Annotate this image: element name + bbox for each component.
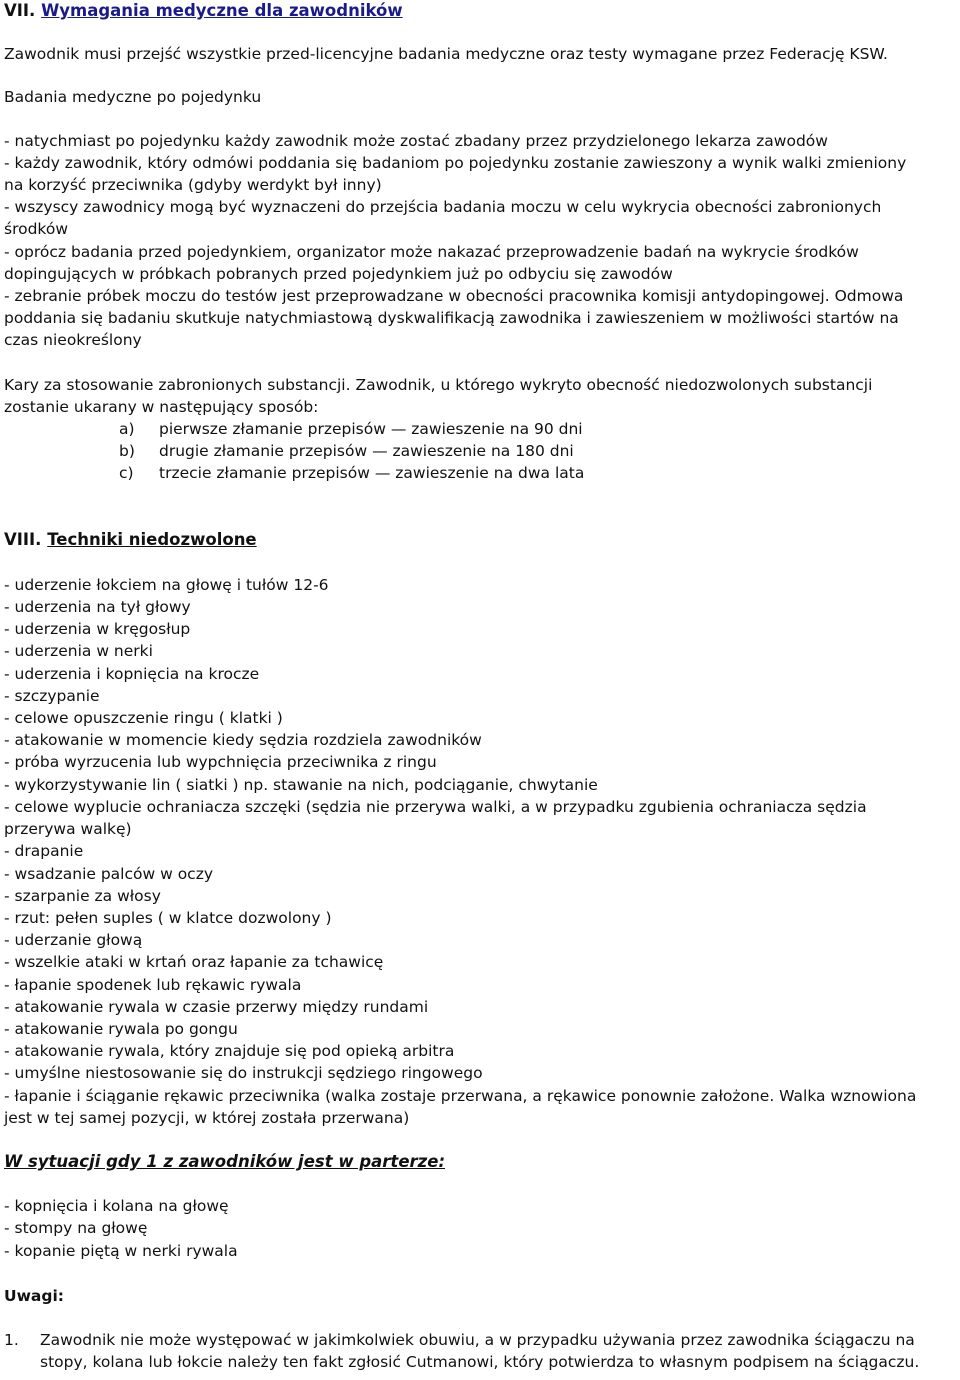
- techniki-item: - uderzenie łokciem na głowę i tułów 12-6: [4, 575, 329, 594]
- techniki-item: - uderzenia w kręgosłup: [4, 620, 191, 639]
- techniki-item: - atakowanie rywala po gongu: [4, 1019, 238, 1038]
- kary-item-label: c): [119, 464, 134, 483]
- uwagi-item-line: Zawodnik nie może występować w jakimkolwiek obuwiu, a w przypadku używania przez zawodnika ściągaczu na: [40, 1330, 915, 1349]
- badania-line: czas nieokreślony: [4, 331, 142, 350]
- techniki-item: - celowe opuszczenie ringu ( klatki ): [4, 709, 283, 728]
- kary-line: Kary za stosowanie zabronionych substancji. Zawodnik, u którego wykryto obecność niedozwolonych substancji: [4, 375, 873, 394]
- techniki-item: - próba wyrzucenia lub wypchnięcia przeciwnika z ringu: [4, 753, 437, 772]
- kary-item-text: pierwsze złamanie przepisów — zawieszenie na 90 dni: [159, 420, 583, 439]
- section-8-heading: [4, 529, 956, 551]
- techniki-item: przerywa walkę): [4, 820, 132, 839]
- techniki-item: - uderzenia i kopnięcia na krocze: [4, 664, 260, 683]
- section-7-intro: Zawodnik musi przejść wszystkie przed-licencyjne badania medyczne oraz testy wymagane przez Federację KSW.: [4, 45, 888, 64]
- techniki-item: - wszelkie ataki w krtań oraz łapanie za tchawicę: [4, 953, 384, 972]
- badania-line: - zebranie próbek moczu do testów jest przeprowadzane w obecności pracownika komisji antydopingowej. Odmowa: [4, 287, 904, 306]
- parter-item: - kopnięcia i kolana na głowę: [4, 1197, 229, 1216]
- kary-item-text: drugie złamanie przepisów — zawieszenie na 180 dni: [159, 442, 574, 461]
- section-8-number: VIII.: [4, 529, 42, 549]
- parter-heading: W sytuacji gdy 1 z zawodników jest w parterze:: [4, 1151, 446, 1171]
- kary-item: [4, 418, 956, 440]
- kary-item-label: b): [119, 442, 135, 461]
- kary-item: [4, 462, 956, 484]
- badania-line: - każdy zawodnik, który odmówi poddania się badaniom po pojedynku zostanie zawieszony a wynik walki zmieniony: [4, 153, 907, 172]
- techniki-item: - szarpanie za włosy: [4, 886, 161, 905]
- uwagi-item-line: stopy, kolana lub łokcie należy ten fakt zgłosić Cutmanowi, który potwierdza to własnym podpisem na ściągaczu.: [40, 1353, 920, 1372]
- kary-line: zostanie ukarany w następujący sposób:: [4, 397, 319, 416]
- techniki-item: - rzut: pełen suples ( w klatce dozwolony ): [4, 908, 332, 927]
- techniki-item: - szczypanie: [4, 686, 100, 705]
- document-page: [4, 0, 956, 1373]
- uwagi-item-body: [40, 1329, 956, 1373]
- badania-heading: Badania medyczne po pojedynku: [4, 88, 262, 107]
- techniki-item: - drapanie: [4, 842, 84, 861]
- uwagi-item: [4, 1329, 956, 1373]
- techniki-item: - uderzenia na tył głowy: [4, 598, 191, 617]
- techniki-item: - celowe wyplucie ochraniacza szczęki (sędzia nie przerywa walki, a w przypadku zgubienia ochraniacza sędzia: [4, 797, 867, 816]
- techniki-item: - atakowanie rywala w czasie przerwy między rundami: [4, 997, 429, 1016]
- parter-item: - stompy na głowę: [4, 1219, 148, 1238]
- techniki-list: [4, 574, 956, 1129]
- techniki-item: - atakowanie rywala, który znajduje się pod opieką arbitra: [4, 1042, 455, 1061]
- badania-line: - oprócz badania przed pojedynkiem, organizator może nakazać przeprowadzenie badań na wykrycie środków: [4, 242, 859, 261]
- parter-list: [4, 1195, 956, 1262]
- badania-line: poddania się badaniu skutkuje natychmiastową dyskwalifikacją zawodnika i zawieszeniem w możliwości startów na: [4, 309, 899, 328]
- parter-item: - kopanie piętą w nerki rywala: [4, 1241, 238, 1260]
- section-7-number: VII.: [4, 1, 36, 20]
- techniki-item: - umyślne niestosowanie się do instrukcji sędziego ringowego: [4, 1064, 483, 1083]
- kary-item-text: trzecie złamanie przepisów — zawieszenie na dwa lata: [159, 464, 585, 483]
- badania-line: na korzyść przeciwnika (gdyby werdykt był inny): [4, 176, 382, 195]
- techniki-item: - wykorzystywanie lin ( siatki ) np. stawanie na nich, podciąganie, chwytanie: [4, 775, 598, 794]
- techniki-item: - uderzenia w nerki: [4, 642, 153, 661]
- badania-line: dopingujących w próbkach pobranych przed pojedynkiem już po odbyciu się zawodów: [4, 264, 673, 283]
- techniki-item: - uderzanie głową: [4, 931, 143, 950]
- kary-list: [4, 418, 956, 485]
- kary-item: [4, 440, 956, 462]
- uwagi-heading: Uwagi:: [4, 1286, 64, 1305]
- uwagi-item-number: 1.: [4, 1330, 19, 1349]
- kary-paragraph: [4, 374, 956, 418]
- section-7-title: Wymagania medyczne dla zawodników: [41, 1, 403, 20]
- section-8-title: Techniki niedozwolone: [47, 529, 257, 549]
- techniki-item: - łapanie spodenek lub rękawic rywala: [4, 975, 302, 994]
- badania-line: - natychmiast po pojedynku każdy zawodnik może zostać zbadany przez przydzielonego lekarza zawodów: [4, 131, 828, 150]
- section-7-heading: [4, 0, 956, 22]
- kary-item-label: a): [119, 420, 135, 439]
- badania-list: [4, 130, 956, 352]
- techniki-item: jest w tej samej pozycji, w której została przerwana): [4, 1108, 410, 1127]
- techniki-item: - atakowanie w momencie kiedy sędzia rozdziela zawodników: [4, 731, 482, 750]
- techniki-item: - łapanie i ściąganie rękawic przeciwnika (walka zostaje przerwana, a rękawice ponownie założone. Walka wznowiona: [4, 1086, 917, 1105]
- badania-line: - wszyscy zawodnicy mogą być wyznaczeni do przejścia badania moczu w celu wykrycia obecności zabronionych: [4, 198, 882, 217]
- badania-line: środków: [4, 220, 69, 239]
- techniki-item: - wsadzanie palców w oczy: [4, 864, 214, 883]
